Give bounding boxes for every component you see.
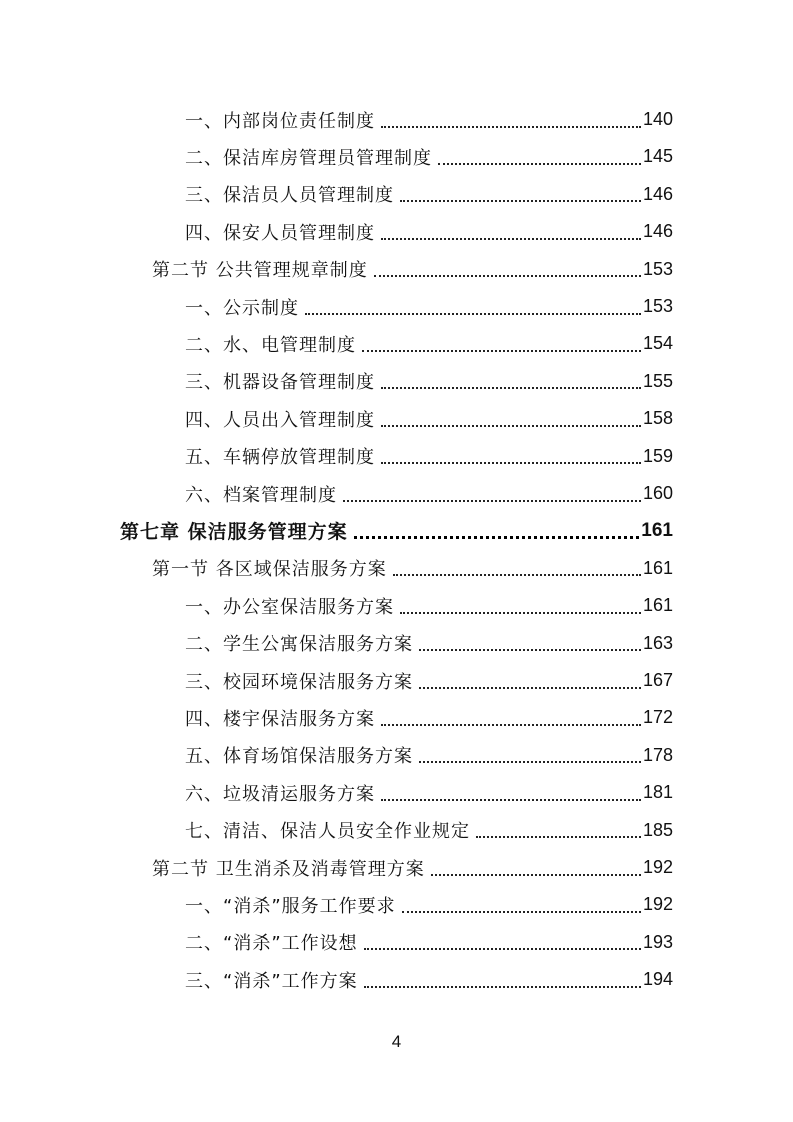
toc-entry-title: 四、楼宇保洁服务方案 (185, 708, 375, 730)
toc-entry[interactable] (120, 512, 673, 549)
toc-entry[interactable] (185, 662, 673, 699)
toc-entry[interactable] (185, 176, 673, 213)
toc-entry-page: 194 (642, 969, 673, 990)
toc-entry-page: 163 (642, 632, 673, 653)
toc-entry-page: 185 (642, 819, 673, 840)
toc-entry[interactable] (185, 625, 673, 662)
toc-entry-page: 192 (642, 894, 673, 915)
toc-entry[interactable] (185, 812, 673, 849)
toc-entry-page: 193 (642, 931, 673, 952)
toc-entry-title: 一、公示制度 (185, 297, 299, 319)
toc-entry-title: 一、内部岗位责任制度 (185, 110, 375, 132)
toc-entry[interactable] (185, 213, 673, 250)
toc-entry-page: 161 (642, 557, 673, 578)
toc-entry[interactable] (185, 288, 673, 325)
toc-entry-page: 153 (642, 296, 673, 316)
toc-entry[interactable] (185, 138, 673, 175)
toc-entry[interactable] (185, 774, 673, 811)
toc-entry-title: 一、办公室保洁服务方案 (185, 596, 394, 618)
toc-entry[interactable] (185, 438, 673, 475)
dot-leader (419, 761, 641, 763)
toc-entry[interactable] (152, 849, 673, 886)
dot-leader (381, 425, 641, 427)
toc-entry-page: 146 (642, 221, 673, 242)
toc-entry-page: 153 (642, 258, 673, 279)
toc-entry-title: 二、水、电管理制度 (185, 334, 356, 356)
toc-entry-page: 178 (642, 744, 673, 765)
toc-entry[interactable] (152, 550, 673, 587)
toc-entry-page: 161 (641, 519, 673, 541)
toc-entry-title: 二、“消杀”工作设想 (185, 933, 358, 955)
page-number: 4 (391, 1032, 402, 1051)
toc-entry-page: 159 (642, 445, 673, 466)
dot-leader (400, 200, 641, 202)
toc-entry-title: 三、“消杀”工作方案 (185, 970, 358, 992)
dot-leader (400, 612, 641, 614)
dot-leader (305, 313, 641, 315)
toc-entry-title: 第一节 各区域保洁服务方案 (152, 559, 387, 581)
toc-entry-page: 145 (642, 146, 673, 167)
toc-entry-page: 140 (642, 109, 673, 129)
dot-leader (419, 649, 641, 651)
toc-entry-title: 第七章 保洁服务管理方案 (120, 521, 348, 544)
toc-entry[interactable] (185, 886, 673, 923)
toc-entry-title: 一、“消杀”服务工作要求 (185, 895, 396, 917)
toc-entry-page: 155 (642, 370, 673, 391)
toc-entry-page: 158 (642, 408, 673, 429)
toc-entry-title: 第二节 公共管理规章制度 (152, 260, 368, 282)
dot-leader (438, 163, 641, 165)
toc-entry-title: 六、垃圾清运服务方案 (185, 783, 375, 805)
toc-entry-title: 三、机器设备管理制度 (185, 372, 375, 394)
toc-entry-title: 二、学生公寓保洁服务方案 (185, 634, 413, 656)
toc-entry-page: 146 (642, 183, 673, 204)
dot-leader (374, 275, 641, 277)
toc-entry-page: 192 (642, 857, 673, 877)
toc-entry[interactable] (185, 737, 673, 774)
toc-entry-title: 六、档案管理制度 (185, 484, 337, 506)
toc-entry-page: 154 (642, 333, 673, 354)
toc-entry[interactable] (152, 251, 673, 288)
toc-entry-title: 四、保安人员管理制度 (185, 222, 375, 244)
dot-leader (381, 724, 641, 726)
dot-leader (381, 126, 641, 128)
toc-entry-title: 三、校园环境保洁服务方案 (185, 671, 413, 693)
dot-leader (431, 874, 641, 876)
dot-leader (419, 687, 641, 689)
dot-leader (343, 500, 641, 502)
dot-leader (364, 948, 641, 950)
toc-entry[interactable] (185, 475, 673, 512)
toc-entry-page: 161 (642, 595, 673, 616)
toc-entry-title: 五、体育场馆保洁服务方案 (185, 746, 413, 768)
toc-entry[interactable] (185, 961, 673, 998)
dot-leader (364, 986, 641, 988)
toc-entry-title: 二、保洁库房管理员管理制度 (185, 147, 432, 169)
toc-entry[interactable] (185, 400, 673, 437)
dot-leader (476, 836, 641, 838)
toc-entry-title: 第二节 卫生消杀及消毒管理方案 (152, 858, 425, 880)
dot-leader (381, 238, 641, 240)
toc-entry-page: 181 (642, 782, 673, 803)
toc-entry-title: 三、保洁员人员管理制度 (185, 185, 394, 207)
toc-entry-title: 五、车辆停放管理制度 (185, 447, 375, 469)
toc-entry[interactable] (185, 924, 673, 961)
dot-leader (393, 574, 641, 576)
dot-leader (402, 911, 641, 913)
toc-entry-page: 172 (642, 707, 673, 728)
toc-entry[interactable] (185, 363, 673, 400)
dot-leader (381, 799, 641, 801)
dot-leader (354, 536, 640, 539)
dot-leader (381, 387, 641, 389)
toc-entry-title: 七、清洁、保洁人员安全作业规定 (185, 821, 470, 843)
toc-entry[interactable] (185, 325, 673, 362)
dot-leader (381, 462, 641, 464)
toc-entry-page: 167 (642, 670, 673, 690)
toc-entry-page: 160 (642, 483, 673, 503)
toc-entry-title: 四、人员出入管理制度 (185, 409, 375, 431)
toc-entry[interactable] (185, 699, 673, 736)
toc-entry[interactable] (185, 101, 673, 138)
toc-entry[interactable] (185, 587, 673, 624)
dot-leader (362, 350, 641, 352)
